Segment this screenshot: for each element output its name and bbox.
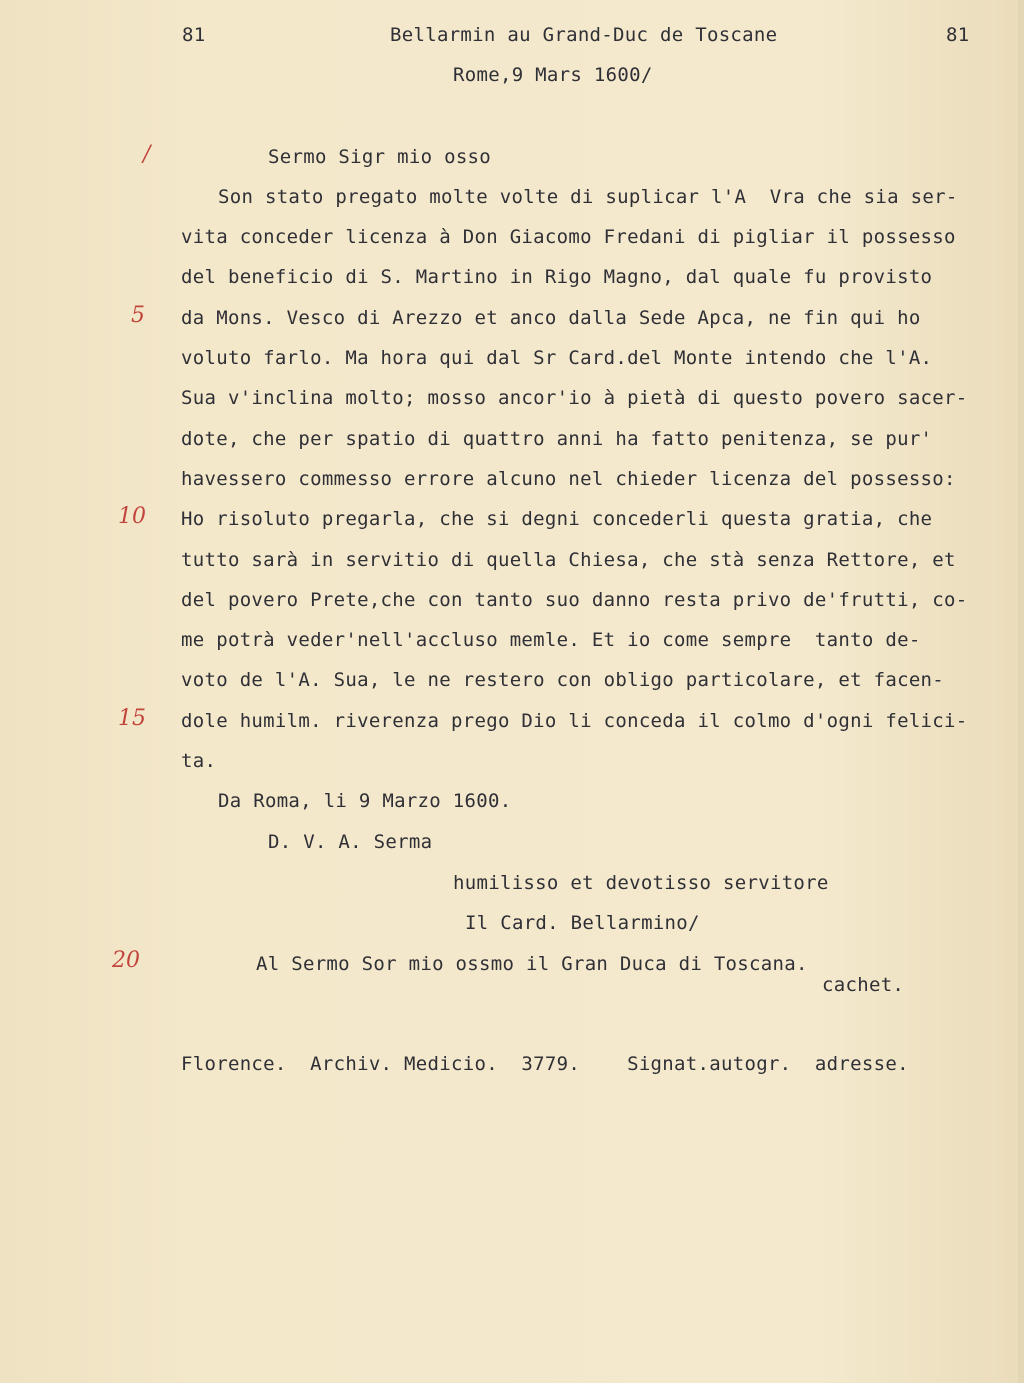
letter-date: Da Roma, li 9 Marzo 1600. bbox=[218, 790, 512, 812]
letter-line: Sua v'inclina molto; mosso ancor'io à pietà di questo povero sacer- bbox=[181, 387, 968, 409]
margin-line-number-5: 5 bbox=[131, 303, 145, 328]
margin-line-number-20: 20 bbox=[112, 948, 140, 973]
letter-line: tutto sarà in servitio di quella Chiesa, che stà senza Rettore, et bbox=[181, 549, 956, 571]
source-reference: Florence. Archiv. Medicio. 3779. Signat.autogr. adresse. bbox=[181, 1053, 909, 1075]
letter-line: voluto farlo. Ma hora qui dal Sr Card.del Monte intendo che l'A. bbox=[181, 347, 933, 369]
letter-line: dote, che per spatio di quattro anni ha fatto penitenza, se pur' bbox=[181, 428, 933, 450]
superscription: Al Sermo Sor mio ossmo il Gran Duca di Toscana. bbox=[256, 953, 808, 975]
letter-line: del povero Prete,che con tanto suo danno resta privo de'frutti, co- bbox=[181, 589, 968, 611]
letter-line: Ho risoluto pregarla, che si degni concederli questa gratia, che bbox=[181, 508, 933, 530]
page-edge bbox=[1018, 0, 1024, 1383]
letter-line: Son stato pregato molte volte di suplicar l'A Vra che sia ser- bbox=[218, 186, 958, 208]
letter-line: havessero commesso errore alcuno nel chieder licenza del possesso: bbox=[181, 468, 956, 490]
dateline: Rome,9 Mars 1600/ bbox=[453, 64, 653, 86]
page-number-right: 81 bbox=[946, 24, 970, 46]
letter-line: dole humilm. riverenza prego Dio li conceda il colmo d'ogni felici- bbox=[181, 710, 968, 732]
margin-mark-1: / bbox=[143, 142, 151, 167]
margin-line-number-10: 10 bbox=[118, 504, 146, 529]
letter-line: del beneficio di S. Martino in Rigo Magno, dal quale fu provisto bbox=[181, 266, 933, 288]
salutation: Sermo Sigr mio osso bbox=[268, 146, 492, 168]
letter-line: voto de l'A. Sua, le ne restero con obligo particolare, et facen- bbox=[181, 669, 945, 691]
address-form: D. V. A. Serma bbox=[268, 831, 433, 853]
letter-line: vita conceder licenza à Don Giacomo Fredani di pigliar il possesso bbox=[181, 226, 956, 248]
complimentary-close: humilisso et devotisso servitore bbox=[453, 872, 829, 894]
letter-line: da Mons. Vesco di Arezzo et anco dalla Sede Apca, ne fin qui ho bbox=[181, 307, 921, 329]
signature: Il Card. Bellarmino/ bbox=[465, 912, 700, 934]
seal-note: cachet. bbox=[822, 974, 905, 996]
letter-line: ta. bbox=[181, 750, 217, 772]
margin-line-number-15: 15 bbox=[118, 706, 146, 731]
letter-line: me potrà veder'nell'accluso memle. Et io come sempre tanto de- bbox=[181, 629, 921, 651]
document-title: Bellarmin au Grand-Duc de Toscane bbox=[390, 24, 778, 46]
page-number-left: 81 bbox=[182, 24, 206, 46]
